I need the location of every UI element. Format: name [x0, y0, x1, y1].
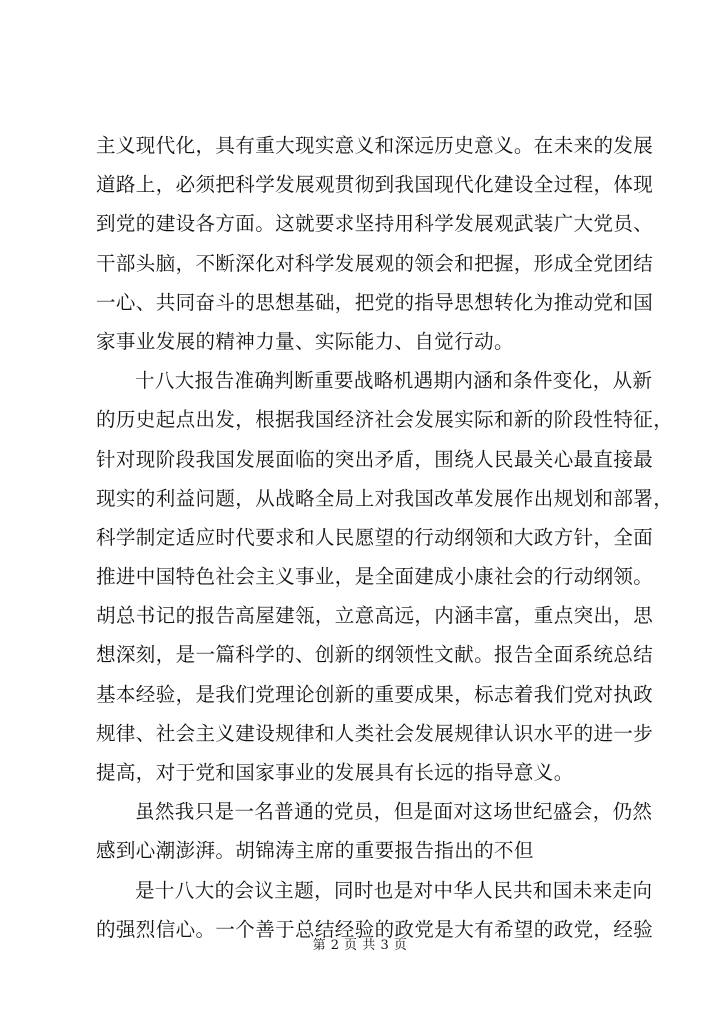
text-line: 现实的利益问题，从战略全局上对我国改革发展作出规划和部署， — [96, 486, 674, 510]
paragraph — [96, 361, 674, 792]
text-line: 是十八大的会议主题，同时也是对中华人民共和国未来走向 — [135, 878, 653, 902]
text-line: 干部头脑，不断深化对科学发展观的领会和把握，形成全党团结 — [96, 251, 654, 275]
text-line: 想深刻，是一篇科学的、创新的纲领性文献。报告全面系统总结 — [96, 643, 654, 667]
text-line: 虽然我只是一名普通的党员，但是面对这场世纪盛会，仍然 — [135, 800, 653, 824]
text-line: 到党的建设各方面。这就要求坚持用科学发展观武装广大党员、 — [96, 212, 654, 236]
text-line: 规律、社会主义建设规律和人类社会发展规律认识水平的进一步 — [96, 721, 654, 745]
text-line: 感到心潮澎湃。胡锦涛主席的重要报告指出的不但 — [96, 839, 534, 863]
paragraph — [96, 126, 654, 361]
text-line: 针对现阶段我国发展面临的突出矛盾，围绕人民最关心最直接最 — [96, 447, 654, 471]
text-line: 家事业发展的精神力量、实际能力、自觉行动。 — [96, 329, 514, 353]
paragraph — [96, 792, 653, 870]
text-line: 主义现代化，具有重大现实意义和深远历史意义。在未来的发展 — [96, 134, 654, 157]
text-line: 推进中国特色社会主义事业，是全面建成小康社会的行动纲领。 — [96, 565, 654, 589]
text-line: 十八大报告准确判断重要战略机遇期内涵和条件变化，从新 — [135, 369, 653, 393]
text-line: 一心、共同奋斗的思想基础，把党的指导思想转化为推动党和国 — [96, 290, 654, 314]
text-line: 的强烈信心。一个善于总结经验的政党是大有希望的政党，经验 — [96, 917, 654, 941]
text-line: 科学制定适应时代要求和人民愿望的行动纲领和大政方针，全面 — [96, 525, 654, 549]
text-line: 胡总书记的报告高屋建瓴，立意高远，内涵丰富，重点突出，思 — [96, 604, 654, 628]
text-line: 基本经验，是我们党理论创新的重要成果，标志着我们党对执政 — [96, 682, 654, 706]
text-line: 道路上，必须把科学发展观贯彻到我国现代化建设全过程，体现 — [96, 173, 654, 197]
text-line: 提高，对于党和国家事业的发展具有长远的指导意义。 — [96, 761, 574, 784]
text-line: 的历史起点出发，根据我国经济社会发展实际和新的阶段性特征， — [96, 408, 674, 432]
body-text — [96, 126, 674, 949]
page-footer: 第 2 页 共 3 页 — [312, 938, 408, 953]
